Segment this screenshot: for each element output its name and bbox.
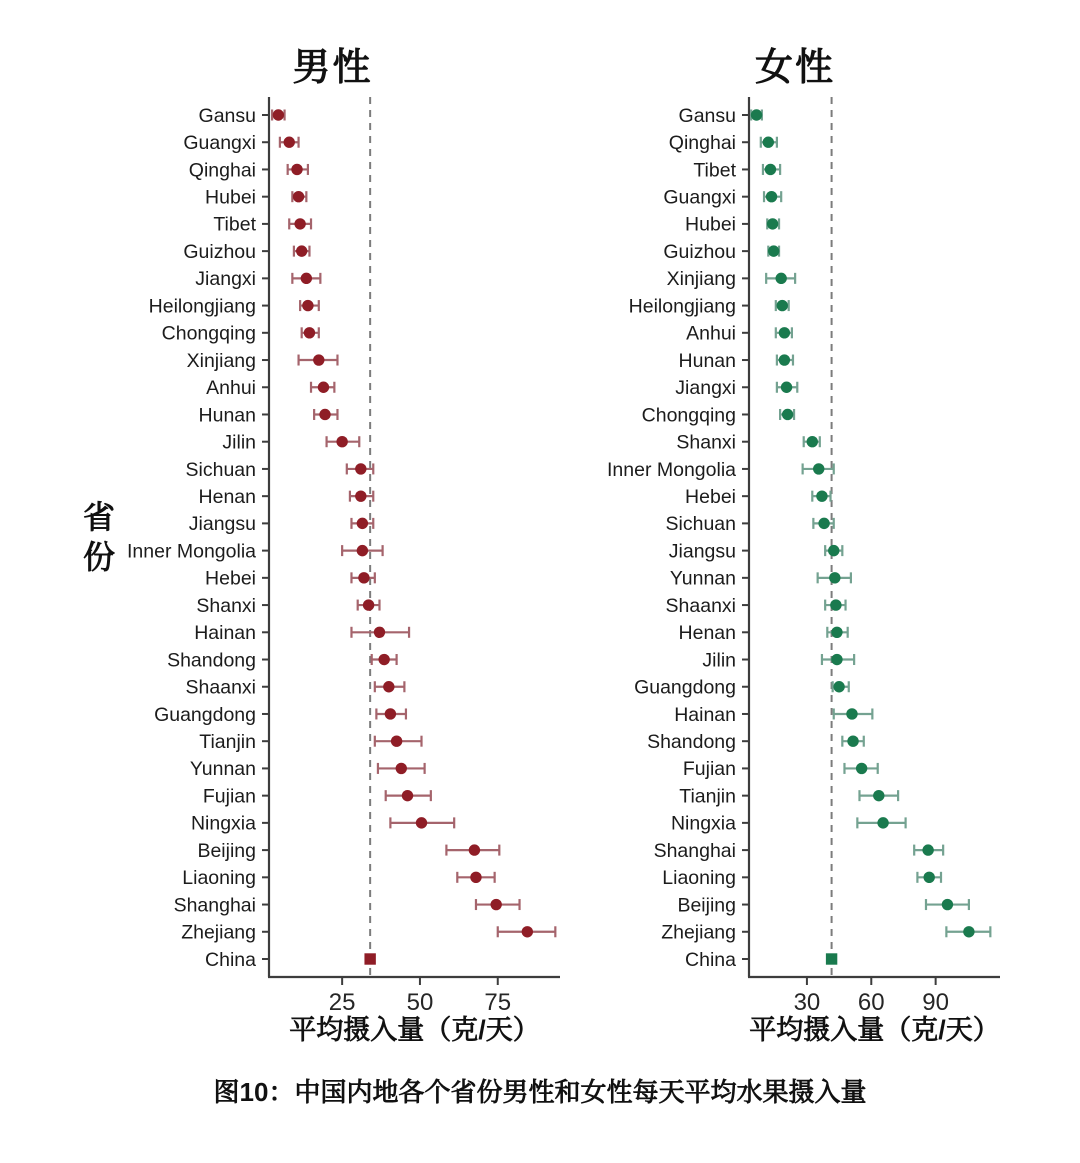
female-point-jiangxi — [781, 382, 792, 393]
male-row-label-guangdong: Guangdong — [154, 703, 256, 726]
male-row-label-ningxia: Ningxia — [190, 812, 256, 835]
male-point-hebei — [358, 572, 369, 583]
male-point-guizhou — [296, 245, 307, 256]
female-row-label-qinghai: Qinghai — [668, 132, 736, 155]
male-panel-title: 男性 — [292, 47, 373, 89]
male-point-hainan — [374, 627, 385, 638]
female-row-label-hebei: Hebei — [685, 485, 736, 508]
male-point-heilongjiang — [302, 300, 313, 311]
female-point-guizhou — [768, 245, 779, 256]
male-row-label-jilin: Jilin — [222, 431, 256, 454]
female-row-label-guangdong: Guangdong — [634, 676, 736, 699]
male-point-tianjin — [391, 735, 402, 746]
female-row-label-ningxia: Ningxia — [670, 812, 736, 835]
female-point-hainan — [846, 708, 857, 719]
male-row-label-guangxi: Guangxi — [183, 132, 256, 155]
male-row-label-gansu: Gansu — [198, 104, 256, 127]
female-row-label-jiangsu: Jiangsu — [668, 540, 736, 563]
female-row-label-anhui: Anhui — [686, 322, 736, 345]
female-point-anhui — [779, 327, 790, 338]
y-axis-title: 省份 — [79, 500, 115, 580]
male-row-label-henan: Henan — [198, 485, 256, 508]
male-row-label-hunan: Hunan — [198, 404, 256, 427]
male-row-label-hebei: Hebei — [205, 567, 256, 590]
male-point-xinjiang — [313, 354, 324, 365]
male-point-china — [364, 953, 375, 964]
female-row-label-shanxi: Shanxi — [676, 431, 736, 454]
female-row-label-inner-mongolia: Inner Mongolia — [607, 458, 736, 481]
male-x-tick-label-75: 75 — [484, 989, 512, 1015]
male-point-sichuan — [355, 463, 366, 474]
female-point-shanxi — [807, 436, 818, 447]
female-point-sichuan — [818, 518, 829, 529]
female-row-label-liaoning: Liaoning — [662, 867, 736, 890]
female-x-tick-label-60: 60 — [857, 989, 885, 1015]
male-point-jiangxi — [301, 273, 312, 284]
female-chart — [575, 95, 1015, 1015]
female-x-tick-label-90: 90 — [922, 989, 949, 1015]
female-row-label-sichuan: Sichuan — [665, 513, 736, 536]
male-row-label-shanxi: Shanxi — [196, 594, 256, 617]
male-row-label-china: China — [205, 948, 256, 971]
male-point-ningxia — [416, 817, 427, 828]
male-row-label-sichuan: Sichuan — [185, 458, 256, 481]
male-x-tick-label-50: 50 — [406, 989, 434, 1015]
female-row-label-tianjin: Tianjin — [679, 785, 736, 808]
female-point-beijing — [942, 899, 953, 910]
female-row-label-beijing: Beijing — [677, 894, 736, 917]
male-row-label-shaanxi: Shaanxi — [185, 676, 256, 699]
figure-caption: 图10：中国内地各个省份男性和女性每天平均水果摄入量 — [213, 1077, 867, 1107]
female-point-guangxi — [766, 191, 777, 202]
male-point-shaanxi — [383, 681, 394, 692]
female-x-axis-label: 平均摄入量（克/天） — [749, 1015, 1000, 1045]
male-x-tick-label-25: 25 — [328, 989, 356, 1015]
female-point-china — [826, 953, 837, 964]
female-point-fujian — [856, 763, 867, 774]
female-row-label-zhejiang: Zhejiang — [661, 921, 736, 944]
female-panel-title: 女性 — [754, 47, 835, 89]
female-row-label-henan: Henan — [678, 622, 736, 645]
female-point-liaoning — [924, 872, 935, 883]
female-point-tianjin — [873, 790, 884, 801]
male-row-label-hainan: Hainan — [194, 622, 256, 645]
male-point-shanxi — [363, 599, 374, 610]
female-x-tick-label-30: 30 — [793, 989, 821, 1015]
female-row-label-jilin: Jilin — [702, 649, 736, 672]
male-row-label-hubei: Hubei — [205, 186, 256, 209]
male-point-jilin — [336, 436, 347, 447]
female-row-label-gansu: Gansu — [678, 104, 736, 127]
female-point-shanghai — [922, 844, 933, 855]
male-row-label-fujian: Fujian — [202, 785, 256, 808]
female-row-label-xinjiang: Xinjiang — [666, 268, 736, 291]
male-row-label-xinjiang: Xinjiang — [186, 349, 256, 372]
male-point-shanghai — [490, 899, 501, 910]
female-row-label-shandong: Shandong — [647, 731, 736, 754]
male-row-label-jiangxi: Jiangxi — [195, 268, 256, 291]
female-point-hubei — [767, 218, 778, 229]
male-point-anhui — [318, 382, 329, 393]
female-point-gansu — [751, 109, 762, 120]
female-point-inner-mongolia — [813, 463, 824, 474]
male-point-tibet — [294, 218, 305, 229]
male-chart — [100, 95, 565, 1015]
male-point-qinghai — [291, 164, 302, 175]
female-point-hunan — [779, 354, 790, 365]
female-row-label-hubei: Hubei — [685, 213, 736, 236]
female-row-label-fujian: Fujian — [682, 758, 736, 781]
male-row-label-heilongjiang: Heilongjiang — [148, 295, 256, 318]
female-point-guangdong — [833, 681, 844, 692]
female-row-label-shanghai: Shanghai — [653, 839, 736, 862]
female-row-label-shaanxi: Shaanxi — [665, 594, 736, 617]
female-row-label-jiangxi: Jiangxi — [675, 377, 736, 400]
female-row-label-guizhou: Guizhou — [663, 240, 736, 263]
male-row-label-beijing: Beijing — [197, 839, 256, 862]
male-row-label-shandong: Shandong — [167, 649, 256, 672]
male-point-shandong — [378, 654, 389, 665]
male-row-label-chongqing: Chongqing — [161, 322, 256, 345]
male-point-hubei — [293, 191, 304, 202]
female-row-label-heilongjiang: Heilongjiang — [628, 295, 736, 318]
male-row-label-guizhou: Guizhou — [183, 240, 256, 263]
male-point-zhejiang — [522, 926, 533, 937]
female-point-henan — [831, 627, 842, 638]
female-point-zhejiang — [963, 926, 974, 937]
female-point-shandong — [847, 735, 858, 746]
female-row-label-hunan: Hunan — [678, 349, 736, 372]
male-row-label-inner-mongolia: Inner Mongolia — [127, 540, 256, 563]
female-point-qinghai — [763, 137, 774, 148]
male-point-gansu — [273, 109, 284, 120]
male-point-henan — [355, 490, 366, 501]
male-point-guangxi — [284, 137, 295, 148]
female-row-label-guangxi: Guangxi — [663, 186, 736, 209]
female-point-yunnan — [829, 572, 840, 583]
female-point-ningxia — [877, 817, 888, 828]
male-row-label-tianjin: Tianjin — [199, 731, 256, 754]
male-point-chongqing — [304, 327, 315, 338]
male-point-inner-mongolia — [357, 545, 368, 556]
female-point-hebei — [816, 490, 827, 501]
female-row-label-hainan: Hainan — [674, 703, 736, 726]
female-point-xinjiang — [775, 273, 786, 284]
female-point-jiangsu — [828, 545, 839, 556]
male-point-beijing — [469, 844, 480, 855]
male-point-fujian — [402, 790, 413, 801]
female-point-jilin — [831, 654, 842, 665]
male-row-label-shanghai: Shanghai — [173, 894, 256, 917]
male-row-label-anhui: Anhui — [206, 377, 256, 400]
male-row-label-jiangsu: Jiangsu — [188, 513, 256, 536]
male-point-yunnan — [396, 763, 407, 774]
male-row-label-liaoning: Liaoning — [182, 867, 256, 890]
female-point-heilongjiang — [777, 300, 788, 311]
male-row-label-yunnan: Yunnan — [189, 758, 256, 781]
female-point-tibet — [765, 164, 776, 175]
female-point-shaanxi — [830, 599, 841, 610]
male-x-axis-label: 平均摄入量（克/天） — [289, 1015, 540, 1045]
female-row-label-tibet: Tibet — [693, 159, 736, 182]
male-point-hunan — [319, 409, 330, 420]
female-row-label-china: China — [685, 948, 736, 971]
male-row-label-tibet: Tibet — [213, 213, 256, 236]
female-row-label-yunnan: Yunnan — [669, 567, 736, 590]
male-point-liaoning — [470, 872, 481, 883]
male-row-label-zhejiang: Zhejiang — [181, 921, 256, 944]
male-row-label-qinghai: Qinghai — [188, 159, 256, 182]
male-point-jiangsu — [357, 518, 368, 529]
male-point-guangdong — [385, 708, 396, 719]
female-point-chongqing — [782, 409, 793, 420]
female-row-label-chongqing: Chongqing — [641, 404, 736, 427]
